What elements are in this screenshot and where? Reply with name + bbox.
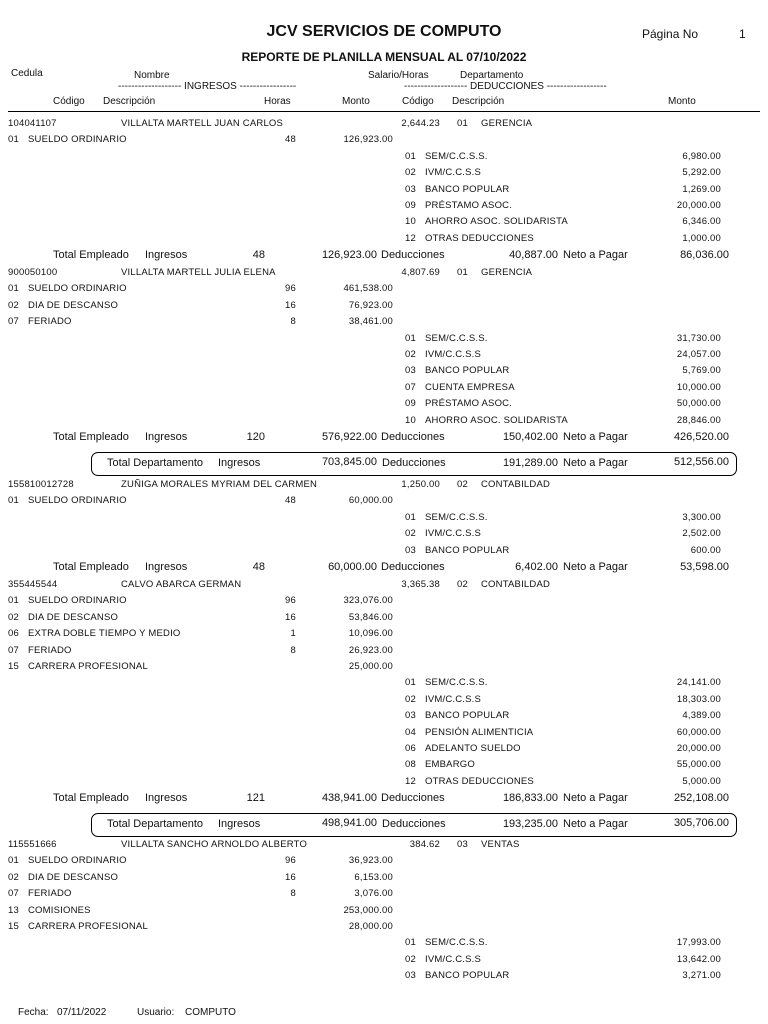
deduction-amount: 2,502.00 (682, 528, 721, 540)
header-rule (8, 111, 760, 112)
deduction-code: 01 (405, 150, 416, 162)
income-description: CARRERA PROFESIONAL (28, 921, 148, 932)
employee-total-neto-label: Neto a Pagar (563, 249, 628, 262)
department-total-label: Total Departamento (107, 818, 203, 830)
deduction-amount: 5,292.00 (682, 167, 721, 179)
employee-dept-name: CONTABILDAD (481, 579, 551, 590)
employee-total-label: Total Empleado (53, 249, 129, 262)
income-hours: 48 (285, 134, 296, 146)
deduction-code: 12 (405, 232, 416, 244)
employee-total-label: Total Empleado (53, 561, 129, 573)
income-amount: 25,000.00 (348, 661, 393, 672)
deduction-code: 09 (405, 200, 416, 211)
deduction-code: 01 (405, 332, 416, 344)
deduction-amount: 5,000.00 (682, 775, 721, 787)
employee-name: VILLALTA MARTELL JUAN CARLOS (121, 118, 284, 129)
deduction-amount: 10,000.00 (676, 381, 721, 393)
deduction-code: 10 (405, 216, 416, 228)
income-amount: 3,076.00 (354, 888, 393, 900)
department-total-deducciones-label: Deducciones (382, 818, 446, 830)
department-total-deducciones: 193,235.00 (502, 818, 558, 830)
col-monto-deducciones: Monto (668, 96, 696, 107)
income-description: DIA DE DESCANSO (28, 299, 119, 311)
deduction-description: PRÉSTAMO ASOC. (425, 200, 513, 211)
deduction-code: 08 (405, 759, 416, 771)
deduction-description: BANCO POPULAR (425, 544, 510, 556)
income-description: SUELDO ORDINARIO (28, 495, 127, 507)
department-total-ingresos: 498,941.00 (321, 817, 377, 829)
income-code: 07 (8, 644, 19, 656)
usuario-label: Usuario: (137, 1007, 175, 1018)
col-salario-horas: Salario/Horas (368, 70, 429, 81)
deduction-description: OTRAS DEDUCCIONES (425, 775, 534, 787)
income-amount: 461,538.00 (343, 283, 393, 295)
deduction-description: SEM/C.C.S.S. (425, 937, 488, 949)
deduction-amount: 600.00 (690, 544, 721, 556)
deduction-description: IVM/C.C.S.S (425, 167, 482, 179)
employee-total-hours: 48 (252, 249, 265, 262)
deduction-code: 03 (405, 710, 416, 722)
deduction-amount: 20,000.00 (676, 200, 721, 211)
income-code: 02 (8, 871, 19, 883)
income-amount: 323,076.00 (343, 595, 393, 607)
deduction-code: 03 (405, 544, 416, 556)
employee-total-ingresos-label: Ingresos (145, 792, 188, 805)
deduction-amount: 24,141.00 (676, 677, 721, 689)
income-amount: 53,846.00 (348, 611, 393, 623)
employee-total-ingresos-label: Ingresos (145, 431, 188, 443)
deduction-code: 03 (405, 183, 416, 195)
department-total-ingresos: 703,845.00 (321, 456, 377, 468)
deduction-code: 02 (405, 953, 416, 965)
employee-dept-name: GERENCIA (481, 118, 533, 129)
income-description: DIA DE DESCANSO (28, 871, 119, 883)
employee-cedula: 900050100 (8, 267, 58, 278)
employee-total-neto-label: Neto a Pagar (563, 431, 628, 443)
employee-total-neto: 426,520.00 (673, 431, 729, 443)
income-amount: 253,000.00 (343, 904, 393, 916)
deduction-description: BANCO POPULAR (425, 365, 510, 377)
income-description: CARRERA PROFESIONAL (28, 661, 148, 672)
deduction-amount: 3,271.00 (682, 970, 721, 982)
employee-total-deducciones-label: Deducciones (381, 431, 445, 443)
department-total-neto: 512,556.00 (673, 456, 729, 468)
col-codigo-ingresos: Código (53, 96, 85, 107)
employee-total-ingresos: 60,000.00 (328, 561, 377, 573)
income-amount: 38,461.00 (348, 316, 393, 328)
employee-dept-code: 02 (457, 579, 468, 590)
deduction-amount: 6,346.00 (682, 216, 721, 228)
income-code: 01 (8, 595, 19, 607)
income-description: FERIADO (28, 316, 72, 328)
department-total-neto-label: Neto a Pagar (563, 818, 628, 830)
employee-total-label: Total Empleado (53, 792, 129, 805)
deduction-description: SEM/C.C.S.S. (425, 511, 488, 523)
col-monto-ingresos: Monto (342, 96, 370, 107)
deduction-code: 03 (405, 365, 416, 377)
deduction-code: 07 (405, 381, 416, 393)
employee-total-ingresos-label: Ingresos (145, 561, 188, 573)
department-total-label: Total Departamento (107, 457, 203, 469)
deduction-code: 02 (405, 349, 416, 360)
deduction-code: 03 (405, 970, 416, 982)
employee-total-ingresos-label: Ingresos (145, 249, 188, 262)
employee-total-ingresos: 576,922.00 (321, 431, 377, 443)
income-hours: 16 (285, 871, 296, 883)
department-total-deducciones: 191,289.00 (502, 457, 558, 469)
employee-total-ingresos: 126,923.00 (321, 249, 377, 262)
usuario-value: COMPUTO (185, 1007, 236, 1018)
employee-dept-name: GERENCIA (481, 267, 533, 278)
employee-total-neto: 252,108.00 (673, 792, 729, 805)
income-hours: 8 (290, 316, 296, 328)
income-hours: 96 (285, 855, 296, 867)
deduction-amount: 13,642.00 (676, 953, 721, 965)
employee-rate: 1,250.00 (401, 479, 440, 490)
deduction-code: 06 (405, 743, 416, 754)
income-hours: 8 (290, 888, 296, 900)
income-amount: 10,096.00 (348, 628, 393, 640)
deduction-description: EMBARGO (425, 759, 475, 771)
deduction-code: 01 (405, 677, 416, 689)
deduction-amount: 28,846.00 (676, 414, 721, 426)
income-code: 02 (8, 299, 19, 311)
employee-name: ZUÑIGA MORALES MYRIAM DEL CARMEN (121, 479, 318, 490)
department-total-ingresos-label: Ingresos (218, 818, 261, 830)
deduction-description: SEM/C.C.S.S. (425, 150, 488, 162)
deduction-code: 09 (405, 398, 416, 410)
deduction-code: 02 (405, 693, 416, 705)
income-hours: 16 (285, 299, 296, 311)
income-description: EXTRA DOBLE TIEMPO Y MEDIO (28, 628, 181, 640)
department-total-neto: 305,706.00 (673, 817, 729, 829)
employee-total-hours: 120 (246, 431, 265, 443)
employee-total-neto-label: Neto a Pagar (563, 792, 628, 805)
page-number: 1 (739, 27, 746, 41)
employee-dept-name: VENTAS (481, 839, 520, 850)
company-title: JCV SERVICIOS DE COMPUTO (266, 23, 502, 40)
income-amount: 126,923.00 (343, 134, 393, 146)
deduction-amount: 55,000.00 (676, 759, 721, 771)
income-code: 13 (8, 904, 19, 916)
employee-name: VILLALTA MARTELL JULIA ELENA (121, 267, 276, 278)
employee-name: CALVO ABARCA GERMAN (121, 579, 242, 590)
income-code: 01 (8, 855, 19, 867)
income-description: DIA DE DESCANSO (28, 611, 119, 623)
deduction-amount: 17,993.00 (676, 937, 721, 949)
employee-total-neto-label: Neto a Pagar (563, 561, 628, 573)
deduction-amount: 18,303.00 (676, 693, 721, 705)
col-nombre: Nombre (134, 70, 170, 81)
department-total-neto-label: Neto a Pagar (563, 457, 628, 469)
income-amount: 36,923.00 (348, 855, 393, 867)
income-amount: 26,923.00 (348, 644, 393, 656)
income-hours: 48 (285, 495, 296, 507)
employee-total-deducciones-label: Deducciones (381, 792, 445, 805)
deduction-description: BANCO POPULAR (425, 183, 510, 195)
col-descripcion-deducciones: Descripción (452, 96, 505, 107)
employee-total-deducciones: 40,887.00 (509, 249, 558, 262)
income-code: 06 (8, 628, 19, 640)
deduction-description: AHORRO ASOC. SOLIDARISTA (425, 414, 568, 426)
report-title: REPORTE DE PLANILLA MENSUAL AL 07/10/2022 (241, 50, 527, 64)
deduction-amount: 6,980.00 (682, 150, 721, 162)
deduction-code: 12 (405, 775, 416, 787)
deduction-amount: 5,769.00 (682, 365, 721, 377)
income-description: FERIADO (28, 888, 72, 900)
employee-dept-code: 02 (457, 479, 468, 490)
employee-total-neto: 53,598.00 (680, 561, 729, 573)
deduction-amount: 24,057.00 (676, 349, 721, 360)
deduction-amount: 31,730.00 (676, 332, 721, 344)
deduction-amount: 50,000.00 (676, 398, 721, 410)
income-amount: 76,923.00 (348, 299, 393, 311)
fecha-label: Fecha: (18, 1007, 49, 1018)
income-description: SUELDO ORDINARIO (28, 283, 127, 295)
employee-rate: 4,807.69 (401, 267, 440, 278)
income-amount: 60,000.00 (348, 495, 393, 507)
income-hours: 1 (290, 628, 296, 640)
income-description: SUELDO ORDINARIO (28, 855, 127, 867)
deduction-code: 10 (405, 414, 416, 426)
deducciones-banner: ------------------- DEDUCCIONES ------------------ (404, 81, 607, 92)
employee-total-deducciones: 186,833.00 (502, 792, 558, 805)
income-code: 07 (8, 888, 19, 900)
col-departamento: Departamento (460, 70, 524, 81)
page-label: Página No (642, 27, 699, 41)
col-cedula: Cedula (11, 68, 43, 79)
income-code: 15 (8, 921, 19, 932)
employee-cedula: 115551666 (8, 839, 57, 850)
employee-rate: 384.62 (409, 839, 440, 850)
deduction-amount: 60,000.00 (676, 726, 721, 738)
deduction-description: BANCO POPULAR (425, 710, 510, 722)
deduction-description: PENSIÓN ALIMENTICIA (425, 726, 534, 738)
income-code: 02 (8, 611, 19, 623)
income-hours: 96 (285, 595, 296, 607)
deduction-code: 04 (405, 726, 416, 738)
income-hours: 96 (285, 283, 296, 295)
income-description: COMISIONES (28, 904, 91, 916)
deduction-code: 01 (405, 937, 416, 949)
employee-cedula: 155810012728 (8, 479, 74, 490)
employee-total-hours: 48 (252, 561, 265, 573)
income-hours: 16 (285, 611, 296, 623)
income-amount: 28,000.00 (348, 921, 393, 932)
income-description: FERIADO (28, 644, 72, 656)
employee-total-ingresos: 438,941.00 (321, 792, 377, 805)
income-description: SUELDO ORDINARIO (28, 595, 127, 607)
employee-rate: 2,644.23 (401, 118, 440, 129)
income-code: 15 (8, 661, 19, 672)
ingresos-banner: ------------------- INGRESOS ----------------- (118, 81, 297, 92)
income-hours: 8 (290, 644, 296, 656)
deduction-description: IVM/C.C.S.S (425, 693, 482, 705)
col-descripcion-ingresos: Descripción (103, 96, 156, 107)
employee-cedula: 355445544 (8, 579, 58, 590)
employee-dept-name: CONTABILDAD (481, 479, 551, 490)
deduction-description: PRÉSTAMO ASOC. (425, 398, 513, 410)
employee-dept-code: 01 (457, 118, 468, 129)
deduction-amount: 20,000.00 (676, 743, 721, 754)
deduction-code: 01 (405, 511, 416, 523)
deduction-description: IVM/C.C.S.S (425, 953, 482, 965)
deduction-description: SEM/C.C.S.S. (425, 677, 488, 689)
deduction-amount: 4,389.00 (682, 710, 721, 722)
employee-total-deducciones-label: Deducciones (381, 249, 445, 262)
department-total-deducciones-label: Deducciones (382, 457, 446, 469)
deduction-description: CUENTA EMPRESA (425, 381, 515, 393)
employee-total-hours: 121 (246, 792, 265, 805)
employee-total-deducciones: 6,402.00 (515, 561, 558, 573)
deduction-amount: 1,269.00 (682, 183, 721, 195)
employee-dept-code: 01 (457, 267, 468, 278)
employee-name: VILLALTA SANCHO ARNOLDO ALBERTO (121, 839, 308, 850)
deduction-amount: 1,000.00 (682, 232, 721, 244)
income-description: SUELDO ORDINARIO (28, 134, 127, 146)
deduction-code: 02 (405, 528, 416, 540)
employee-cedula: 104041107 (8, 118, 57, 129)
income-code: 01 (8, 495, 19, 507)
employee-dept-code: 03 (457, 839, 468, 850)
income-code: 01 (8, 283, 19, 295)
deduction-description: AHORRO ASOC. SOLIDARISTA (425, 216, 568, 228)
deduction-description: OTRAS DEDUCCIONES (425, 232, 534, 244)
fecha-value: 07/11/2022 (57, 1007, 107, 1018)
income-code: 07 (8, 316, 19, 328)
deduction-code: 02 (405, 167, 416, 179)
col-horas: Horas (264, 96, 291, 107)
employee-total-deducciones-label: Deducciones (381, 561, 445, 573)
income-amount: 6,153.00 (354, 871, 393, 883)
deduction-description: BANCO POPULAR (425, 970, 510, 982)
deduction-description: SEM/C.C.S.S. (425, 332, 488, 344)
department-total-ingresos-label: Ingresos (218, 457, 261, 469)
deduction-description: IVM/C.C.S.S (425, 528, 482, 540)
deduction-amount: 3,300.00 (682, 511, 721, 523)
employee-total-deducciones: 150,402.00 (502, 431, 558, 443)
deduction-description: ADELANTO SUELDO (425, 743, 521, 754)
income-code: 01 (8, 134, 19, 146)
employee-total-label: Total Empleado (53, 431, 129, 443)
deduction-description: IVM/C.C.S.S (425, 349, 482, 360)
employee-total-neto: 86,036.00 (680, 249, 729, 262)
employee-rate: 3,365.38 (401, 579, 440, 590)
col-codigo-deducciones: Código (402, 96, 434, 107)
